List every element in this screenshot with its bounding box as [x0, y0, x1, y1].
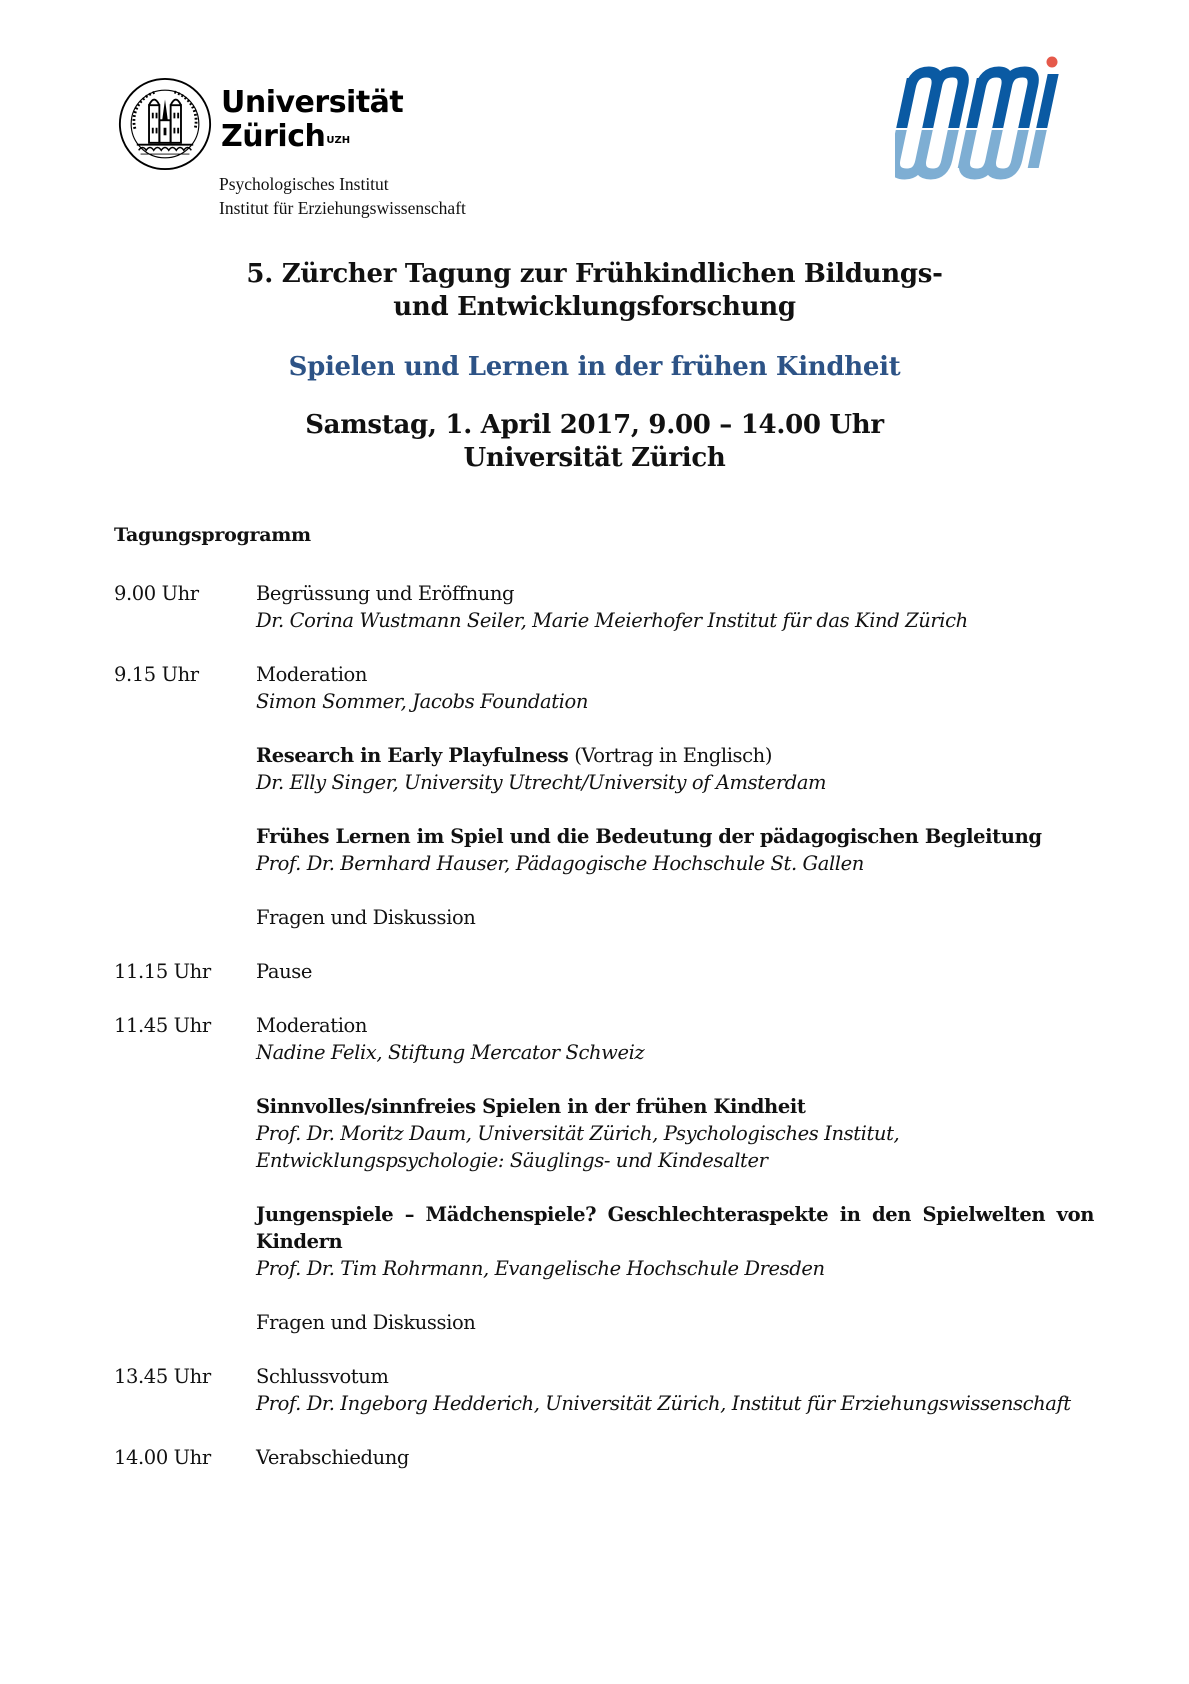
program-item [256, 742, 1094, 796]
item-speaker: Nadine Felix, Stiftung Mercator Schweiz [256, 1041, 645, 1064]
slot-body [256, 1363, 1094, 1417]
conference-title-line2: und Entwicklungsforschung [393, 292, 796, 322]
program-item [256, 958, 1094, 985]
uzh-seal-icon [118, 77, 212, 171]
program-slot [114, 661, 1094, 931]
item-title: Fragen und Diskussion [256, 1311, 476, 1334]
item-speaker-line1: Prof. Dr. Moritz Daum, Universität Zürich, Psychologisches Institut, [256, 1122, 900, 1145]
program-slot [114, 580, 1094, 634]
item-speaker: Prof. Dr. Ingeborg Hedderich, Universität Zürich, Institut für Erziehungswissenschaft [256, 1392, 1071, 1415]
program-heading: Tagungsprogramm [114, 524, 311, 546]
conference-title-line1: 5. Zürcher Tagung zur Frühkindlichen Bildungs- [246, 259, 943, 289]
uzh-badge: UZH [326, 135, 351, 146]
institute-list [219, 172, 466, 220]
item-speaker: Dr. Elly Singer, University Utrecht/University of Amsterdam [256, 771, 827, 794]
slot-body [256, 1012, 1094, 1336]
program-item [256, 1201, 1094, 1282]
program-item [256, 580, 1094, 634]
university-name [221, 86, 403, 154]
slot-time: 11.15 Uhr [114, 960, 211, 983]
item-speaker: Simon Sommer, Jacobs Foundation [256, 690, 588, 713]
slot-time: 11.45 Uhr [114, 1014, 211, 1037]
program-item [256, 1363, 1094, 1417]
program-item [256, 904, 1094, 931]
slot-body [256, 1444, 1094, 1471]
item-title: Fragen und Diskussion [256, 906, 476, 929]
program-item [256, 1444, 1094, 1471]
institute-education: Institut für Erziehungswissenschaft [219, 198, 466, 218]
item-title: Research in Early Playfulness [256, 744, 569, 767]
program-slot [114, 1363, 1094, 1417]
institute-psychology: Psychologisches Institut [219, 174, 389, 194]
program-slot [114, 1012, 1094, 1336]
item-title: Jungenspiele – Mädchenspiele? Geschlechteraspekte in den Spielwelten von Kindern [256, 1203, 1094, 1253]
conference-date: Samstag, 1. April 2017, 9.00 – 14.00 Uhr [305, 410, 884, 440]
conference-date-venue [0, 409, 1189, 475]
item-title: Sinnvolles/sinnfreies Spielen in der frühen Kindheit [256, 1095, 806, 1118]
conference-title [0, 258, 1189, 324]
slot-body [256, 661, 1094, 931]
item-title: Moderation [256, 1014, 368, 1037]
slot-time: 9.15 Uhr [114, 663, 199, 686]
item-speaker: Prof. Dr. Bernhard Hauser, Pädagogische Hochschule St. Gallen [256, 852, 864, 875]
program-slot [114, 1444, 1094, 1471]
slot-body [256, 958, 1094, 985]
program-item [256, 661, 1094, 715]
university-name-line2: Zürich$^{UZH}$ [221, 119, 351, 154]
item-title: Begrüssung und Eröffnung [256, 582, 515, 605]
item-speaker-line2: Entwicklungspsychologie: Säuglings- und Kindesalter [256, 1149, 768, 1172]
university-name-line1: Universität [221, 85, 404, 120]
item-title: Verabschiedung [256, 1446, 410, 1469]
slot-time: 13.45 Uhr [114, 1365, 211, 1388]
slot-body [256, 580, 1094, 634]
program-schedule [114, 580, 1094, 1498]
item-speaker: Dr. Corina Wustmann Seiler, Marie Meierhofer Institut für das Kind Zürich [256, 609, 968, 632]
item-title: Pause [256, 960, 312, 983]
conference-venue: Universität Zürich [463, 443, 726, 473]
program-item [256, 823, 1094, 877]
program-item [256, 1093, 1094, 1174]
item-title-note: (Vortrag in Englisch) [574, 744, 773, 767]
mmi-logo-icon [895, 56, 1095, 180]
slot-time: 14.00 Uhr [114, 1446, 211, 1469]
slot-time: 9.00 Uhr [114, 582, 199, 605]
item-title: Moderation [256, 663, 368, 686]
program-slot [114, 958, 1094, 985]
item-title: Schlussvotum [256, 1365, 389, 1388]
program-item [256, 1012, 1094, 1066]
item-title: Frühes Lernen im Spiel und die Bedeutung der pädagogischen Begleitung [256, 825, 1042, 848]
item-speaker: Prof. Dr. Tim Rohrmann, Evangelische Hochschule Dresden [256, 1257, 825, 1280]
conference-subtitle: Spielen und Lernen in der frühen Kindheit [288, 352, 901, 382]
program-item [256, 1309, 1094, 1336]
